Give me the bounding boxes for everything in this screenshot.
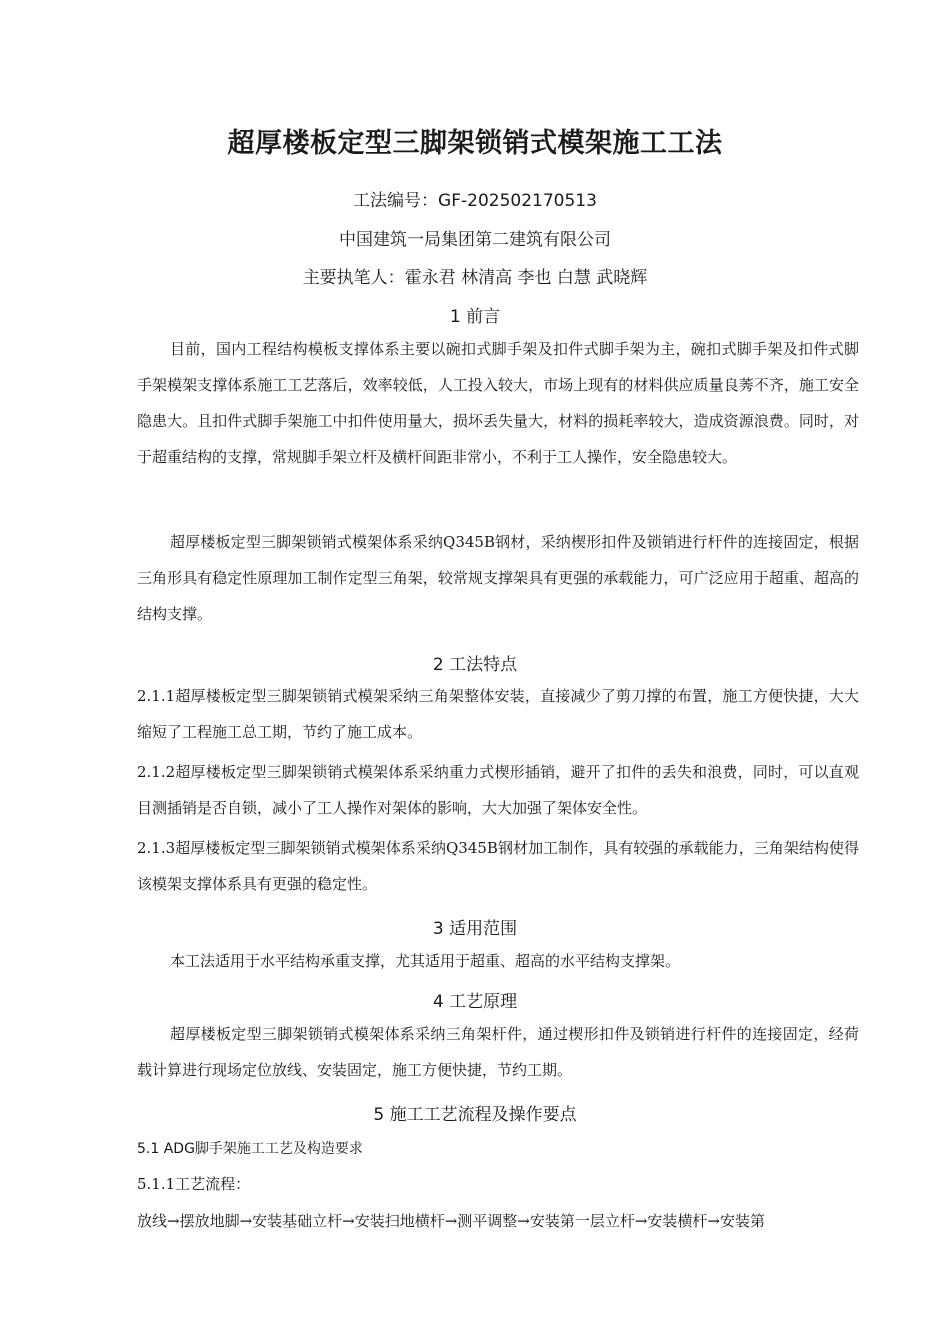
subsection-heading-5-1: 5.1 ADG脚手架施工工艺及构造要求 [137, 1141, 363, 1157]
section-heading-4: 4 工艺原理 [432, 992, 518, 1012]
subsection-heading-5-1-1: 5.1.1工艺流程： [137, 1175, 251, 1193]
section-2-item-2: 2.1.2超厚楼板定型三脚架锁销式模架体系采纳重力式楔形插销，避开了扣件的丢失和浪费，同时，可以直观目测插销是否自锁，减小了工人操作对架体的影响，大大加强了架体安全性。 [137, 763, 859, 817]
section-heading-2: 2 工法特点 [432, 655, 518, 675]
section-heading-3: 3 适用范围 [432, 919, 518, 939]
document-title: 超厚楼板定型三脚架锁销式模架施工工法 [227, 128, 723, 159]
company-name: 中国建筑一局集团第二建筑有限公司 [339, 230, 611, 250]
method-code: 工法编号：GF-202502170513 [353, 191, 597, 211]
section-1-paragraph-2: 超厚楼板定型三脚架锁销式模架体系采纳Q345B钢材，采纳楔形扣件及锁销进行杆件的连接固定，根据三角形具有稳定性原理加工制作定型三角架，较常规支撑架具有更强的承载能力，可广泛应用于超重、超高的结构支撑。 [137, 533, 859, 623]
section-1-paragraph-1: 目前，国内工程结构模板支撑体系主要以碗扣式脚手架及扣件式脚手架为主，碗扣式脚手架及扣件式脚手架模架支撑体系施工工艺落后，效率较低，人工投入较大，市场上现有的材料供应质量良莠不齐，施工安全隐患大。且扣件式脚手架施工中扣件使用量大，损坏丢失量大，材料的损耗率较大，造成资源浪费。同时，对于超重结构的支撑，常规脚手架立杆及横杆间距非常小，不利于工人操作，安全隐患较大。 [137, 340, 859, 466]
process-flow-line: 放线→摆放地脚→安装基础立杆→安装扫地横杆→测平调整→安装第一层立杆→安装横杆→安装第 [137, 1212, 765, 1230]
section-heading-1: 1 前言 [449, 307, 501, 327]
section-2-item-1: 2.1.1超厚楼板定型三脚架锁销式模架采纳三角架整体安装，直接减少了剪刀撑的布置，施工方便快捷，大大缩短了工程施工总工期，节约了施工成本。 [137, 687, 859, 741]
authors-line: 主要执笔人：霍永君 林清高 李也 白慧 武晓辉 [302, 268, 648, 288]
section-2-item-3: 2.1.3超厚楼板定型三脚架锁销式模架体系采纳Q345B钢材加工制作，具有较强的承载能力，三角架结构使得该模架支撑体系具有更强的稳定性。 [137, 839, 859, 893]
section-3-paragraph: 本工法适用于水平结构承重支撑，尤其适用于超重、超高的水平结构支撑架。 [170, 952, 681, 970]
section-heading-5: 5 施工工艺流程及操作要点 [373, 1105, 577, 1125]
section-4-paragraph: 超厚楼板定型三脚架锁销式模架体系采纳三角架杆件，通过楔形扣件及锁销进行杆件的连接固定，经荷载计算进行现场定位放线、安装固定，施工方便快捷，节约工期。 [137, 1025, 859, 1079]
